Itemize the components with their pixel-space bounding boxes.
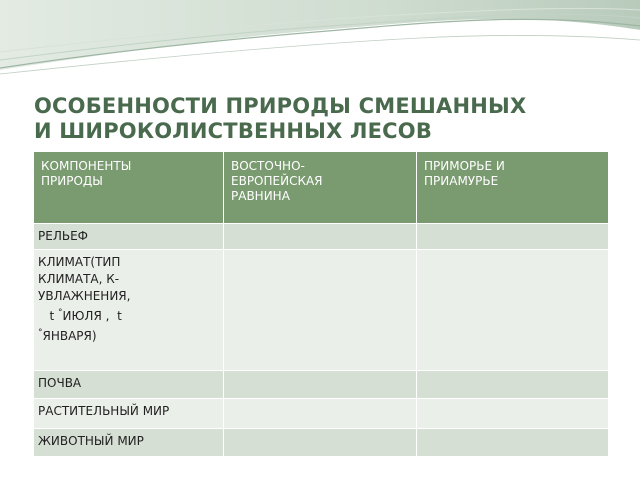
header-primorye-priamurye: ПРИМОРЬЕ И ПРИАМУРЬЕ [417, 152, 609, 224]
table-row [34, 224, 609, 250]
slide-title-line-1: ОСОБЕННОСТИ ПРИРОДЫ СМЕШАННЫХ [34, 94, 527, 118]
table-cell [224, 250, 417, 370]
climate-temp-july: t °ИЮЛЯ , t [49, 308, 122, 324]
table-row [34, 398, 609, 428]
table-cell [417, 370, 609, 398]
header-east-european-plain: ВОСТОЧНО- ЕВРОПЕЙСКАЯ РАВНИНА [224, 152, 417, 224]
row-label-climate: КЛИМАТ(ТИП КЛИМАТА, К- УВЛАЖНЕНИЯ, t °ИЮЛЯ , t °ЯНВАРЯ) [34, 250, 224, 370]
header-components: КОМПОНЕНТЫ ПРИРОДЫ [34, 152, 224, 224]
row-label-fauna: ЖИВОТНЫЙ МИР [34, 428, 224, 456]
table-row [34, 250, 609, 370]
climate-temp-january: °ЯНВАРЯ) [38, 328, 97, 344]
row-label-relief: РЕЛЬЕФ [34, 224, 224, 250]
comparison-table [33, 151, 609, 457]
table-cell [224, 428, 417, 456]
table-row [34, 428, 609, 456]
table-row [34, 370, 609, 398]
table-cell [417, 250, 609, 370]
table-cell [417, 224, 609, 250]
slide-title [34, 94, 624, 144]
table-cell [417, 428, 609, 456]
table-cell [417, 398, 609, 428]
table-header-row [34, 152, 609, 224]
decorative-wave-header [0, 0, 640, 80]
table-cell [224, 224, 417, 250]
table-cell [224, 370, 417, 398]
row-label-flora: РАСТИТЕЛЬНЫЙ МИР [34, 398, 224, 428]
table-cell [224, 398, 417, 428]
row-label-soil: ПОЧВА [34, 370, 224, 398]
slide-title-line-2: И ШИРОКОЛИСТВЕННЫХ ЛЕСОВ [34, 119, 433, 143]
